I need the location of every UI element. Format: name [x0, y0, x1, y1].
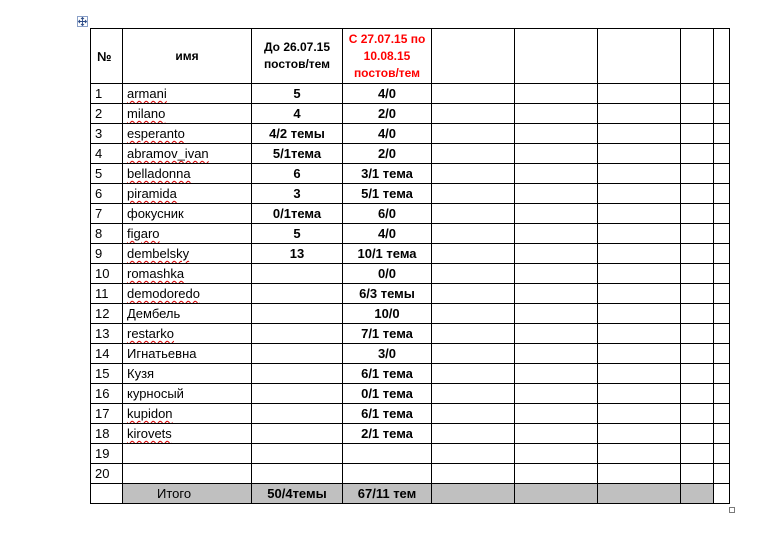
- period1-value: 4/2 темы: [252, 124, 343, 144]
- empty-cell: [681, 84, 714, 104]
- user-name-cell: [123, 304, 252, 324]
- empty-cell: [515, 204, 598, 224]
- empty-cell: [714, 204, 730, 224]
- user-name-cell: [123, 84, 252, 104]
- row-number: 10: [91, 264, 123, 284]
- user-name-cell: [123, 464, 252, 484]
- user-name: kirovets: [127, 426, 172, 441]
- table-row: [91, 344, 730, 364]
- period2-value: 6/3 темы: [343, 284, 432, 304]
- user-name: belladonna: [127, 166, 191, 181]
- empty-cell: [598, 324, 681, 344]
- empty-cell: [515, 224, 598, 244]
- empty-cell: [432, 464, 515, 484]
- empty-cell: [515, 284, 598, 304]
- empty-cell: [714, 244, 730, 264]
- empty-cell: [714, 364, 730, 384]
- row-number: 12: [91, 304, 123, 324]
- empty-cell: [432, 304, 515, 324]
- posts-table: [90, 28, 730, 504]
- row-number: 4: [91, 144, 123, 164]
- empty-cell: [681, 144, 714, 164]
- empty-cell: [515, 404, 598, 424]
- empty-cell: [515, 364, 598, 384]
- user-name-cell: [123, 164, 252, 184]
- period1-value: [252, 264, 343, 284]
- empty-cell: [432, 224, 515, 244]
- empty-cell: [714, 424, 730, 444]
- empty-cell: [681, 424, 714, 444]
- row-number: 2: [91, 104, 123, 124]
- row-number: 17: [91, 404, 123, 424]
- period1-value: 13: [252, 244, 343, 264]
- period1-value: [252, 444, 343, 464]
- table-row: [91, 204, 730, 224]
- row-number: 15: [91, 364, 123, 384]
- empty-cell: [598, 464, 681, 484]
- empty-cell: [598, 29, 681, 84]
- empty-cell: [515, 184, 598, 204]
- empty-cell: [714, 284, 730, 304]
- empty-cell: [714, 84, 730, 104]
- table-row: [91, 164, 730, 184]
- empty-cell: [515, 264, 598, 284]
- empty-cell: [515, 464, 598, 484]
- empty-cell: [432, 444, 515, 464]
- row-number: 1: [91, 84, 123, 104]
- empty-cell: [681, 444, 714, 464]
- empty-cell: [714, 484, 730, 504]
- user-name-cell: [123, 324, 252, 344]
- table-row: [91, 444, 730, 464]
- period2-value: 5/1 тема: [343, 184, 432, 204]
- empty-cell: [714, 184, 730, 204]
- period2-value: 10/0: [343, 304, 432, 324]
- user-name: milano: [127, 106, 166, 121]
- empty-cell: [598, 424, 681, 444]
- empty-cell: [432, 384, 515, 404]
- period1-value: [252, 344, 343, 364]
- empty-cell: [714, 224, 730, 244]
- user-name: фокусник: [127, 206, 184, 221]
- empty-cell: [432, 29, 515, 84]
- empty-cell: [681, 184, 714, 204]
- period2-value: 6/1 тема: [343, 404, 432, 424]
- empty-cell: [432, 84, 515, 104]
- total-label: Итого: [123, 484, 252, 504]
- total-shaded-cell: [681, 484, 714, 504]
- empty-cell: [598, 84, 681, 104]
- row-number: 8: [91, 224, 123, 244]
- empty-cell: [515, 384, 598, 404]
- table-row: [91, 464, 730, 484]
- user-name-cell: [123, 444, 252, 464]
- user-name-cell: [123, 384, 252, 404]
- empty-cell: [681, 224, 714, 244]
- empty-cell: [598, 104, 681, 124]
- user-name: armani: [127, 86, 167, 101]
- table-row: [91, 224, 730, 244]
- period1-value: [252, 384, 343, 404]
- empty-cell: [432, 364, 515, 384]
- period2-value: [343, 464, 432, 484]
- empty-cell: [432, 144, 515, 164]
- period2-value: 6/1 тема: [343, 364, 432, 384]
- period1-value: 5: [252, 224, 343, 244]
- empty-cell: [432, 124, 515, 144]
- header-period1: До 26.07.15 постов/тем: [252, 29, 343, 84]
- row-number: 19: [91, 444, 123, 464]
- empty-cell: [515, 424, 598, 444]
- empty-cell: [681, 344, 714, 364]
- period2-value: 4/0: [343, 224, 432, 244]
- row-number: 5: [91, 164, 123, 184]
- user-name-cell: [123, 264, 252, 284]
- empty-cell: [714, 384, 730, 404]
- empty-cell: [598, 124, 681, 144]
- period1-value: [252, 364, 343, 384]
- table-move-handle-icon[interactable]: [77, 16, 88, 27]
- empty-cell: [714, 304, 730, 324]
- empty-cell: [432, 424, 515, 444]
- row-number: 13: [91, 324, 123, 344]
- user-name: figaro: [127, 226, 160, 241]
- period1-value: [252, 404, 343, 424]
- row-number: 14: [91, 344, 123, 364]
- period2-value: 3/0: [343, 344, 432, 364]
- table-row: [91, 104, 730, 124]
- period1-value: [252, 424, 343, 444]
- empty-cell: [714, 404, 730, 424]
- user-name: abramov_ivan: [127, 146, 209, 161]
- table-row: [91, 384, 730, 404]
- empty-cell: [681, 364, 714, 384]
- row-number: 7: [91, 204, 123, 224]
- row-number: 6: [91, 184, 123, 204]
- table-row: [91, 184, 730, 204]
- period1-value: [252, 304, 343, 324]
- empty-cell: [681, 304, 714, 324]
- user-name-cell: [123, 364, 252, 384]
- empty-cell: [681, 164, 714, 184]
- empty-cell: [714, 264, 730, 284]
- empty-cell: [515, 344, 598, 364]
- row-number: 18: [91, 424, 123, 444]
- empty-cell: [598, 364, 681, 384]
- empty-cell: [515, 244, 598, 264]
- empty-cell: [91, 484, 123, 504]
- total-row: [91, 484, 730, 504]
- empty-cell: [598, 224, 681, 244]
- period1-value: 5/1тема: [252, 144, 343, 164]
- empty-cell: [432, 164, 515, 184]
- table-row: [91, 364, 730, 384]
- table-row: [91, 324, 730, 344]
- user-name: курносый: [127, 386, 184, 401]
- period2-value: 0/1 тема: [343, 384, 432, 404]
- total-shaded-cell: [598, 484, 681, 504]
- empty-cell: [714, 124, 730, 144]
- total-period1: 50/4темы: [252, 484, 343, 504]
- total-shaded-cell: [515, 484, 598, 504]
- empty-cell: [432, 204, 515, 224]
- empty-cell: [681, 104, 714, 124]
- period2-value: 6/0: [343, 204, 432, 224]
- empty-cell: [681, 29, 714, 84]
- empty-cell: [515, 444, 598, 464]
- empty-cell: [432, 264, 515, 284]
- empty-cell: [714, 464, 730, 484]
- user-name: Дембель: [127, 306, 181, 321]
- empty-cell: [515, 324, 598, 344]
- period1-value: 3: [252, 184, 343, 204]
- empty-cell: [598, 144, 681, 164]
- table-row: [91, 124, 730, 144]
- user-name: dembelsky: [127, 246, 190, 261]
- empty-cell: [714, 344, 730, 364]
- table-row: [91, 244, 730, 264]
- header-number: №: [91, 29, 123, 84]
- empty-cell: [681, 264, 714, 284]
- empty-cell: [714, 324, 730, 344]
- empty-cell: [681, 244, 714, 264]
- empty-cell: [432, 344, 515, 364]
- table-row: [91, 304, 730, 324]
- empty-cell: [681, 404, 714, 424]
- total-period2: 67/11 тем: [343, 484, 432, 504]
- total-shaded-cell: [432, 484, 515, 504]
- empty-cell: [714, 444, 730, 464]
- period2-value: 0/0: [343, 264, 432, 284]
- empty-cell: [515, 124, 598, 144]
- period2-value: 4/0: [343, 124, 432, 144]
- row-number: 20: [91, 464, 123, 484]
- empty-cell: [515, 104, 598, 124]
- user-name-cell: [123, 224, 252, 244]
- empty-cell: [681, 384, 714, 404]
- user-name: piramida: [127, 186, 177, 201]
- user-name-cell: [123, 184, 252, 204]
- empty-cell: [515, 164, 598, 184]
- table-row: [91, 404, 730, 424]
- user-name-cell: [123, 104, 252, 124]
- user-name-cell: [123, 344, 252, 364]
- empty-cell: [714, 104, 730, 124]
- empty-cell: [681, 284, 714, 304]
- row-number: 11: [91, 284, 123, 304]
- user-name: restarko: [127, 326, 174, 341]
- period1-value: 5: [252, 84, 343, 104]
- table-row: [91, 144, 730, 164]
- row-number: 9: [91, 244, 123, 264]
- table-resize-handle-icon[interactable]: [729, 507, 735, 513]
- user-name-cell: [123, 404, 252, 424]
- empty-cell: [598, 164, 681, 184]
- period2-value: 10/1 тема: [343, 244, 432, 264]
- empty-cell: [598, 204, 681, 224]
- empty-cell: [681, 124, 714, 144]
- period2-value: 2/0: [343, 104, 432, 124]
- user-name: Кузя: [127, 366, 155, 381]
- user-name-cell: [123, 244, 252, 264]
- empty-cell: [515, 304, 598, 324]
- table-row: [91, 284, 730, 304]
- empty-cell: [515, 144, 598, 164]
- empty-cell: [432, 324, 515, 344]
- empty-cell: [598, 444, 681, 464]
- user-name-cell: [123, 424, 252, 444]
- user-name: esperanto: [127, 126, 185, 141]
- empty-cell: [432, 104, 515, 124]
- user-name-cell: [123, 144, 252, 164]
- table-row: [91, 424, 730, 444]
- period2-value: 7/1 тема: [343, 324, 432, 344]
- row-number: 16: [91, 384, 123, 404]
- period1-value: 0/1тема: [252, 204, 343, 224]
- period2-value: 3/1 тема: [343, 164, 432, 184]
- empty-cell: [598, 404, 681, 424]
- empty-cell: [598, 384, 681, 404]
- empty-cell: [598, 304, 681, 324]
- user-name: Игнатьевна: [127, 346, 197, 361]
- empty-cell: [598, 244, 681, 264]
- empty-cell: [432, 404, 515, 424]
- empty-cell: [432, 284, 515, 304]
- empty-cell: [598, 344, 681, 364]
- period1-value: 4: [252, 104, 343, 124]
- empty-cell: [681, 464, 714, 484]
- period2-value: 4/0: [343, 84, 432, 104]
- period2-value: 2/1 тема: [343, 424, 432, 444]
- header-period2: С 27.07.15 по 10.08.15 постов/тем: [343, 29, 432, 84]
- period1-value: [252, 284, 343, 304]
- table-row: [91, 84, 730, 104]
- empty-cell: [432, 244, 515, 264]
- user-name-cell: [123, 124, 252, 144]
- header-name: имя: [123, 29, 252, 84]
- empty-cell: [714, 29, 730, 84]
- empty-cell: [681, 204, 714, 224]
- period1-value: [252, 464, 343, 484]
- row-number: 3: [91, 124, 123, 144]
- period1-value: [252, 324, 343, 344]
- user-name: kupidon: [127, 406, 173, 421]
- user-name-cell: [123, 204, 252, 224]
- empty-cell: [598, 284, 681, 304]
- empty-cell: [598, 264, 681, 284]
- empty-cell: [681, 324, 714, 344]
- user-name-cell: [123, 284, 252, 304]
- period2-value: [343, 444, 432, 464]
- empty-cell: [432, 184, 515, 204]
- user-name: demodoredo: [127, 286, 200, 301]
- period2-value: 2/0: [343, 144, 432, 164]
- user-name: romashka: [127, 266, 185, 281]
- empty-cell: [515, 84, 598, 104]
- table-row: [91, 264, 730, 284]
- header-row: [91, 29, 730, 84]
- empty-cell: [598, 184, 681, 204]
- empty-cell: [714, 164, 730, 184]
- empty-cell: [714, 144, 730, 164]
- empty-cell: [515, 29, 598, 84]
- period1-value: 6: [252, 164, 343, 184]
